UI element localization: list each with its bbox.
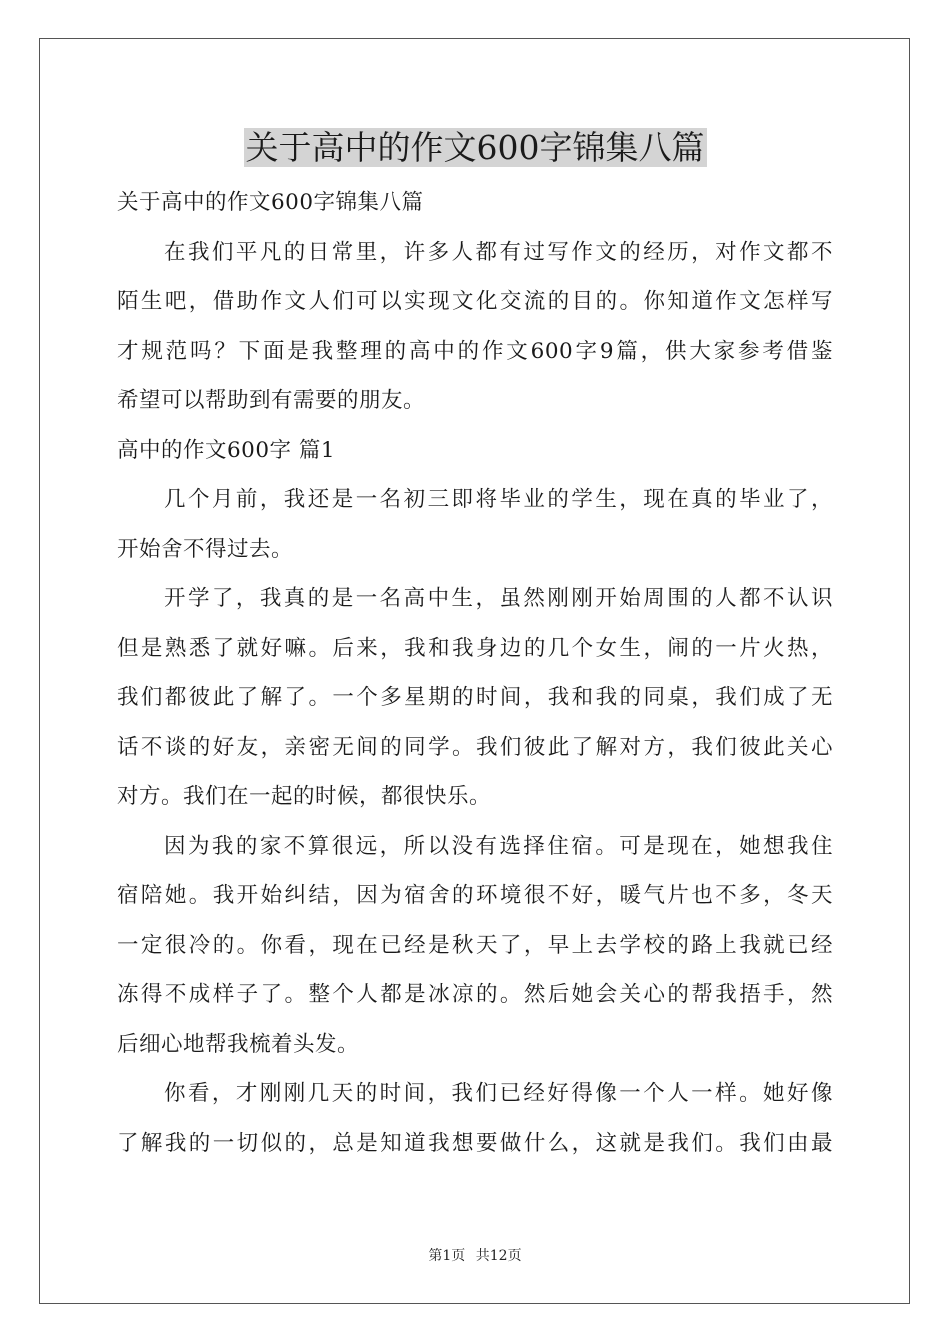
p-intro-line: 才规范吗？下面是我整理的高中的作文600字9篇，供大家参考借鉴	[117, 338, 833, 364]
p-intro-line: 希望可以帮助到有需要的朋友。	[117, 388, 426, 413]
p-3-line: 后细心地帮我梳着头发。	[117, 1031, 360, 1057]
p-subtitle-line: 关于高中的作文600字锦集八篇	[117, 190, 424, 215]
p-3-line: 因为我的家不算很远，所以没有选择住宿。可是现在，她想我住	[164, 833, 833, 859]
p-intro-line: 在我们平凡的日常里，许多人都有过写作文的经历，对作文都不	[164, 239, 833, 265]
p-intro-line: 陌生吧，借助作文人们可以实现文化交流的目的。你知道作文怎样写	[117, 289, 833, 314]
p-1-line: 开始舍不得过去。	[117, 536, 294, 562]
p-1-line: 几个月前，我还是一名初三即将毕业的学生，现在真的毕业了，	[164, 487, 833, 512]
document-title-text: 关于高中的作文600字锦集八篇	[245, 128, 705, 167]
p-heading-1-line: 高中的作文600字 篇1	[117, 437, 336, 463]
document-body	[117, 178, 833, 1168]
p-2-line: 对方。我们在一起的时候，都很快乐。	[117, 784, 492, 809]
page-number: 第1页	[428, 1248, 466, 1264]
document-title	[0, 124, 950, 172]
page-total: 共12页	[475, 1248, 522, 1264]
p-4-line: 了解我的一切似的，总是知道我想要做什么，这就是我们。我们由最	[117, 1130, 833, 1156]
p-2-line: 话不谈的好友，亲密无间的同学。我们彼此了解对方，我们彼此关心	[117, 734, 833, 760]
page-footer	[0, 1246, 950, 1266]
p-3-line: 一定很冷的。你看，现在已经是秋天了，早上去学校的路上我就已经	[117, 932, 833, 958]
p-2-line: 我们都彼此了解了。一个多星期的时间，我和我的同桌，我们成了无	[117, 685, 833, 710]
p-2-line: 但是熟悉了就好嘛。后来，我和我身边的几个女生，闹的一片火热，	[117, 635, 833, 661]
p-3-line: 宿陪她。我开始纠结，因为宿舍的环境很不好，暖气片也不多，冬天	[117, 883, 833, 908]
p-2-line: 开学了，我真的是一名高中生，虽然刚刚开始周围的人都不认识	[164, 586, 833, 611]
p-3-line: 冻得不成样子了。整个人都是冰凉的。然后她会关心的帮我捂手，然	[117, 982, 833, 1007]
p-4-line: 你看，才刚刚几天的时间，我们已经好得像一个人一样。她好像	[164, 1081, 833, 1106]
